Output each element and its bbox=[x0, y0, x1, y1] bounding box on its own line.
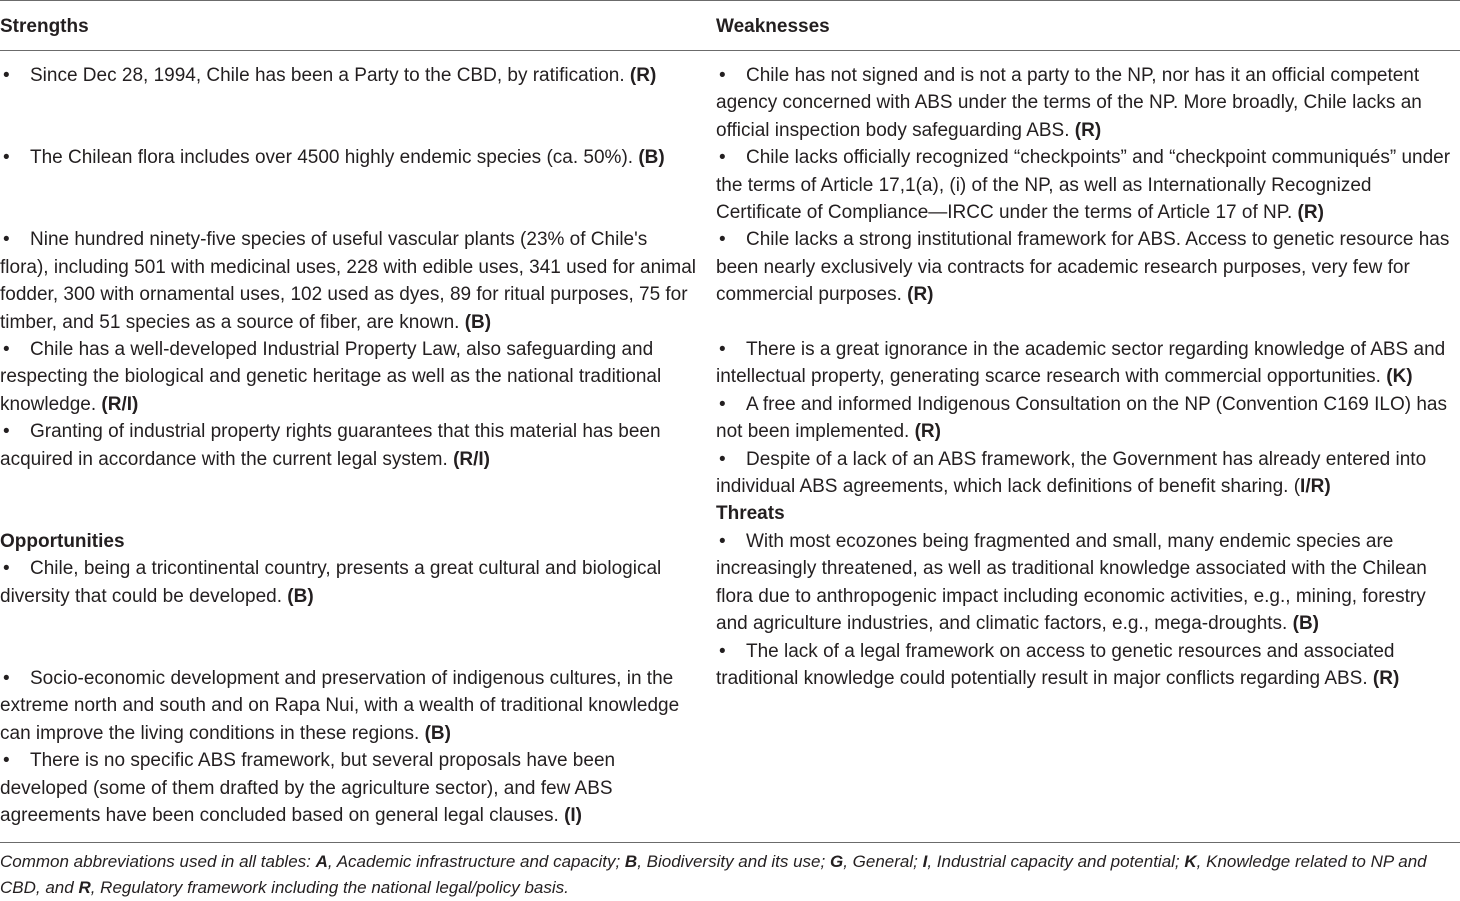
threat-item: • With most ecozones being fragmented and small, many endemic species are increasingly threatened, as well as traditional knowledge associated with the Chilean flora due to anthropogenic impact including economic activities, e.g., mining, forestry and agriculture industries, and climatic factors, e.g., mega-droughts. (B) bbox=[716, 528, 1460, 638]
bullet-icon: • bbox=[719, 448, 726, 470]
abbr-def: , Industrial capacity and potential; bbox=[927, 852, 1180, 871]
abbr-def: , Academic infrastructure and capacity; bbox=[327, 852, 621, 871]
bullet-icon: • bbox=[719, 393, 726, 415]
bullet-icon: • bbox=[719, 530, 726, 552]
strength-item: • The Chilean flora includes over 4500 highly endemic species (ca. 50%). (B) bbox=[0, 144, 700, 171]
strength-item: • Granting of industrial property rights guarantees that this material has been acquired in accordance with the current legal system. (R/I) bbox=[0, 418, 700, 473]
abbr-def: , Knowledge related to NP and CBD, and bbox=[0, 852, 1427, 897]
header-rule bbox=[0, 50, 1460, 51]
abbr-key: B bbox=[624, 852, 638, 871]
weakness-item: • There is a great ignorance in the academic sector regarding knowledge of ABS and intellectual property, generating scarce research with commercial opportunities. (K) bbox=[716, 336, 1460, 391]
header-weaknesses: Weaknesses bbox=[716, 16, 830, 37]
bullet-icon: • bbox=[3, 558, 10, 580]
opportunities-title: Opportunities bbox=[0, 530, 125, 552]
top-rule bbox=[0, 0, 1460, 1]
abbr-def: , Regulatory framework including the national legal/policy basis. bbox=[90, 878, 569, 897]
abbr-def: , General; bbox=[843, 852, 918, 871]
bullet-icon: • bbox=[719, 229, 726, 251]
bullet-icon: • bbox=[3, 750, 10, 772]
opportunity-item: • Chile, being a tricontinental country, presents a great cultural and biological diversity that could be developed. (B) bbox=[0, 555, 700, 610]
abbr-key: R bbox=[78, 878, 91, 897]
right-column bbox=[716, 62, 1460, 692]
abbr-key: I bbox=[922, 852, 928, 871]
bullet-icon: • bbox=[719, 339, 726, 361]
bullet-icon: • bbox=[719, 147, 726, 169]
bullet-icon: • bbox=[3, 339, 10, 361]
weakness-item: • Chile has not signed and is not a party to the NP, nor has it an official competent agency concerned with ABS under the terms of the NP. More broadly, Chile lacks an official inspection body safeguarding ABS. (R) bbox=[716, 62, 1460, 144]
opportunity-item: • Socio-economic development and preservation of indigenous cultures, in the extreme north and south and on Rapa Nui, with a wealth of traditional knowledge can improve the living conditions in these regions. (B) bbox=[0, 665, 700, 747]
weakness-item: • Despite of a lack of an ABS framework, the Government has already entered into individual ABS agreements, which lack definitions of benefit sharing. (I/R) bbox=[716, 446, 1460, 501]
table-footnote bbox=[0, 849, 1460, 901]
left-column bbox=[0, 62, 700, 829]
bullet-icon: • bbox=[3, 421, 10, 443]
header-strengths: Strengths bbox=[0, 16, 89, 37]
strength-item: • Since Dec 28, 1994, Chile has been a Party to the CBD, by ratification. (R) bbox=[0, 62, 700, 89]
bottom-rule bbox=[0, 842, 1460, 843]
abbr-key: G bbox=[829, 852, 844, 871]
threats-title: Threats bbox=[716, 503, 785, 525]
abbr-def: , Biodiversity and its use; bbox=[637, 852, 826, 871]
weakness-item: • Chile lacks a strong institutional framework for ABS. Access to genetic resource has been nearly exclusively via contracts for academic research purposes, very few for commercial purposes. (R) bbox=[716, 226, 1460, 308]
bullet-icon: • bbox=[3, 65, 10, 86]
abbr-key: K bbox=[1184, 852, 1197, 871]
opportunity-item: • There is no specific ABS framework, but several proposals have been developed (some of them drafted by the agriculture sector), and few ABS agreements have been concluded based on general legal clauses. (I) bbox=[0, 747, 700, 829]
abbr-key: A bbox=[315, 852, 328, 871]
footnote-lead: Common abbreviations used in all tables: bbox=[0, 852, 311, 871]
bullet-icon: • bbox=[3, 229, 10, 251]
bullet-icon: • bbox=[719, 640, 726, 662]
bullet-icon: • bbox=[3, 667, 10, 689]
bullet-icon: • bbox=[3, 147, 10, 169]
bullet-icon: • bbox=[719, 65, 726, 86]
weakness-item: • Chile lacks officially recognized “checkpoints” and “checkpoint communiqués” under the terms of Article 17,1(a), (i) of the NP, as well as Internationally Recognized Certificate of Compliance—IRCC under the terms of Article 17 of NP. (R) bbox=[716, 144, 1460, 226]
strength-item: • Chile has a well-developed Industrial Property Law, also safeguarding and respecting the biological and genetic heritage as well as the national traditional knowledge. (R/I) bbox=[0, 336, 700, 418]
strength-item: • Nine hundred ninety-five species of useful vascular plants (23% of Chile's flora), including 501 with medicinal uses, 228 with edible uses, 341 used for animal fodder, 300 with ornamental uses, 102 used as dyes, 89 for ritual purposes, 75 for timber, and 51 species as a source of fiber, are known. (B) bbox=[0, 226, 700, 336]
weakness-item: • A free and informed Indigenous Consultation on the NP (Convention C169 ILO) has not been implemented. (R) bbox=[716, 391, 1460, 446]
threat-item: • The lack of a legal framework on access to genetic resources and associated traditional knowledge could potentially result in major conflicts regarding ABS. (R) bbox=[716, 638, 1460, 693]
